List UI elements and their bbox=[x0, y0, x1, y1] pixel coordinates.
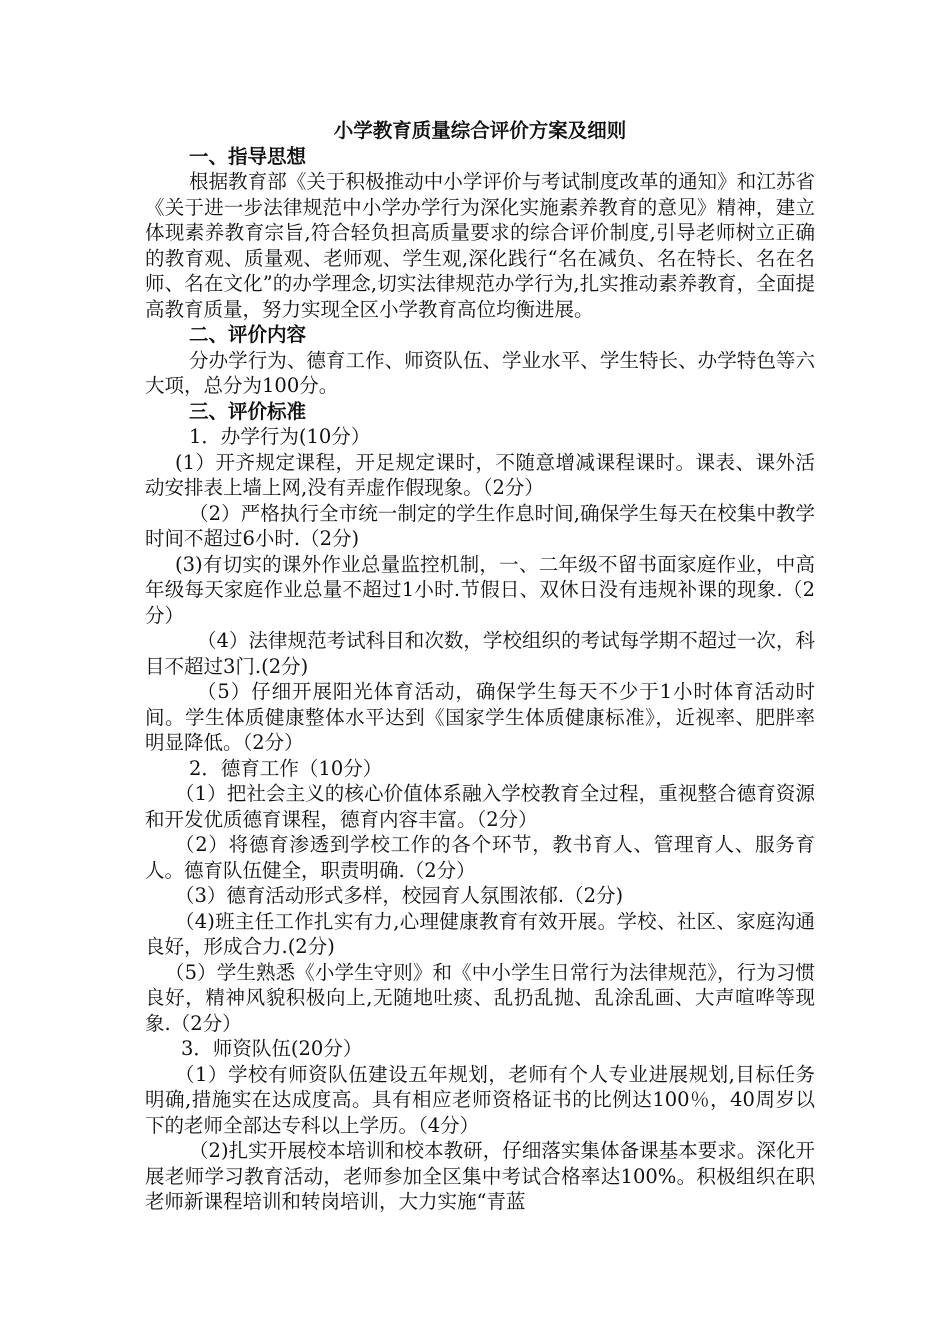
subsection-heading-teaching-staff: 3．师资队伍(20分） bbox=[181, 1037, 363, 1060]
list-item: （3）德育活动形式多样，校园育人氛围浓郁.（2分) bbox=[175, 884, 624, 907]
section-paragraph-guiding-ideology: 根据教育部《关于积极推动中小学评价与考试制度改革的通知》和江苏省《关于进一步法律规范中小学办学行为深化实施素养教育的意见》精神，建立体现素养教育宗旨,符合轻负担高质量要求的综合评价制度,引导老师树立正确的教育观、质量观、老师观、学生观,深化践行“名在减负、名在特长、名在名师、名在文化”的办学理念,切实法律规范办学行为,扎实推动素养教育，全面提高教育质量，努力实现全区小学教育高位均衡进展。 bbox=[145, 170, 815, 321]
list-item: （4)班主任工作扎实有力,心理健康教育有效开展。学校、社区、家庭沟通良好，形成合力.(2分) bbox=[145, 909, 815, 958]
list-item: （1）把社会主义的核心价值体系融入学校教育全过程，重视整合德育资源和开发优质德育课程，德育内容丰富。（2分） bbox=[145, 782, 815, 831]
list-item: (1）开齐规定课程，开足规定课时，不随意增减课程课时。课表、课外活动安排表上墙上网,没有弄虚作假现象。（2分） bbox=[145, 450, 815, 499]
section-heading-evaluation-content: 二、评价内容 bbox=[189, 323, 307, 346]
subsection-heading-moral-education: 2．德育工作（10分） bbox=[189, 756, 383, 780]
list-item: （4）法律规范考试科目和次数，学校组织的考试每学期不超过一次，科目不超过3门.(2分) bbox=[145, 629, 815, 678]
list-item: （5）仔细开展阳光体育活动，确保学生每天不少于1小时体育活动时间。学生体质健康整体水平达到《国家学生体质健康标准》，近视率、肥胖率明显降低。（2分） bbox=[145, 680, 815, 754]
list-item: （2）将德育渗透到学校工作的各个环节，教书育人、管理育人、服务育人。德育队伍健全，职责明确.（2分） bbox=[145, 833, 815, 882]
list-item: （1）学校有师资队伍建设五年规划，老师有个人专业进展规划,目标任务明确,措施实在达成度高。具有相应老师资格证书的比例达100％，40周岁以下的老师全部达专科以上学历。（4分） bbox=[145, 1062, 815, 1137]
section-heading-evaluation-standards: 三、评价标准 bbox=[189, 399, 307, 423]
document-title: 小学教育质量综合评价方案及细则 bbox=[333, 119, 627, 142]
section-paragraph-evaluation-content: 分办学行为、德育工作、师资队伍、学业水平、学生特长、办学特色等六大项，总分为100分。 bbox=[145, 348, 815, 397]
list-item: （2)扎实开展校本培训和校本教研，仔细落实集体备课基本要求。深化开展老师学习教育活动，老师参加全区集中考试合格率达100%。积极组织在职老师新课程培训和转岗培训，大力实施“青蓝 bbox=[145, 1139, 815, 1213]
section-heading-guiding-ideology: 一、指导思想 bbox=[189, 144, 307, 168]
document-body bbox=[145, 118, 815, 1215]
list-item: （2）严格执行全市统一制定的学生作息时间,确保学生每天在校集中教学时间不超过6小时.（2分) bbox=[145, 501, 815, 550]
subsection-heading-school-conduct: 1．办学行为(10分） bbox=[189, 425, 371, 448]
list-item: (3)有切实的课外作业总量监控机制，一、二年级不留书面家庭作业，中高年级每天家庭作业总量不超过1小时.节假日、双休日没有违规补课的现象.（2分） bbox=[145, 552, 815, 627]
list-item: （5）学生熟悉《小学生守则》和《中小学生日常行为法律规范》，行为习惯良好，精神风貌积极向上,无随地吐痰、乱扔乱抛、乱涂乱画、大声喧哗等现象.（2分） bbox=[145, 960, 815, 1035]
